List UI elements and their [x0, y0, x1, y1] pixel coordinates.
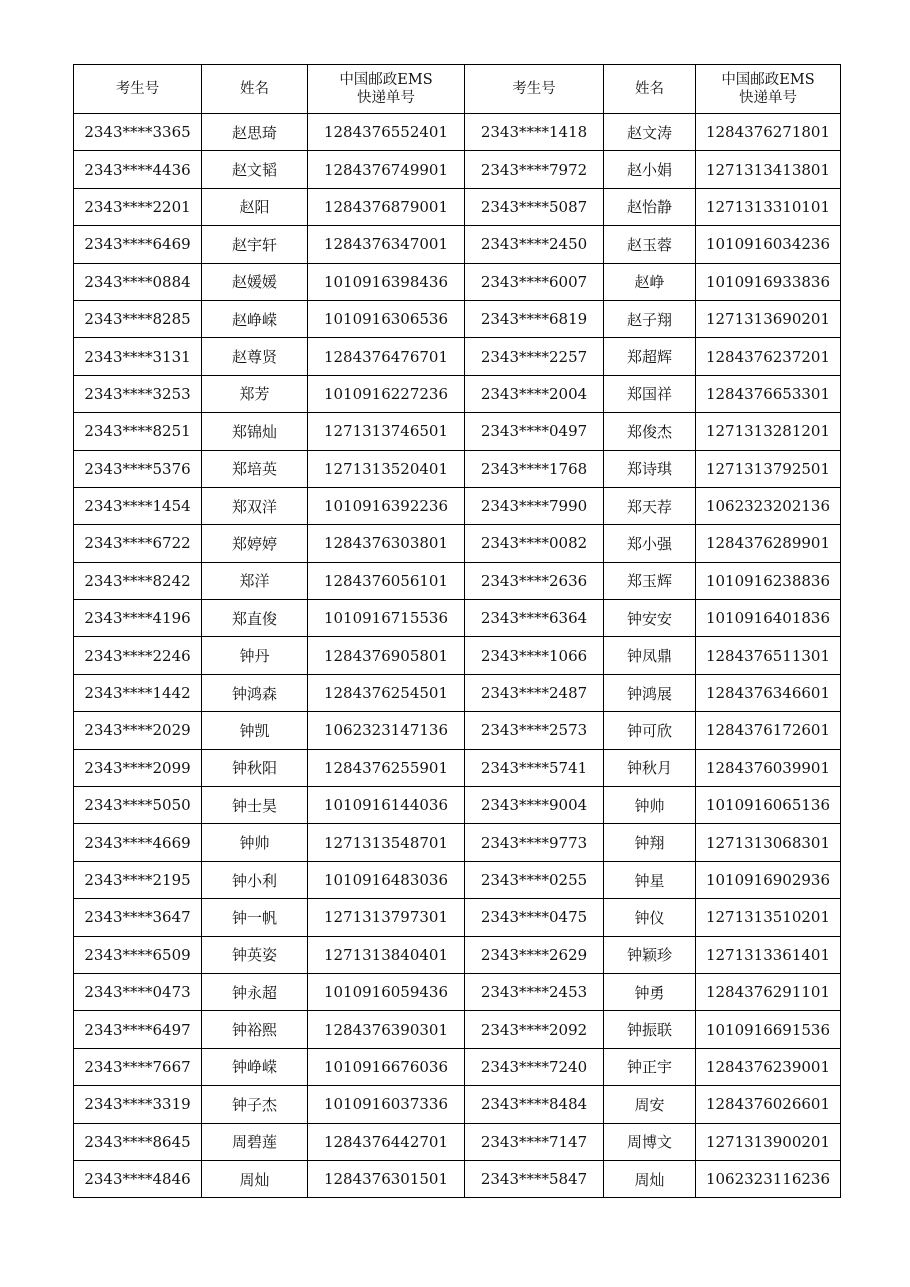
cell-name: 钟丹 [202, 637, 308, 674]
cell-candidate-number-2: 2343****7990 [465, 487, 604, 524]
table-row [74, 1123, 841, 1160]
table-row [74, 188, 841, 225]
cell-name-2: 周博文 [604, 1123, 696, 1160]
cell-name: 郑洋 [202, 562, 308, 599]
cell-ems-tracking-number: 1062323147136 [308, 712, 465, 749]
cell-ems-tracking-number-2: 1284376346601 [696, 674, 841, 711]
cell-name-2: 钟鸿展 [604, 674, 696, 711]
cell-ems-tracking-number-2: 1284376172601 [696, 712, 841, 749]
cell-candidate-number: 2343****8645 [74, 1123, 202, 1160]
cell-name-2: 钟安安 [604, 600, 696, 637]
cell-name-2: 周灿 [604, 1160, 696, 1197]
cell-name-2: 钟帅 [604, 787, 696, 824]
cell-candidate-number-2: 2343****9773 [465, 824, 604, 861]
cell-name-2: 钟可欣 [604, 712, 696, 749]
cell-candidate-number-2: 2343****0082 [465, 525, 604, 562]
cell-name-2: 赵子翔 [604, 300, 696, 337]
table-row [74, 1086, 841, 1123]
cell-name: 钟子杰 [202, 1086, 308, 1123]
header-candidate-number: 考生号 [74, 65, 202, 114]
cell-candidate-number-2: 2343****6364 [465, 600, 604, 637]
cell-name-2: 钟星 [604, 861, 696, 898]
cell-ems-tracking-number: 1284376056101 [308, 562, 465, 599]
cell-candidate-number-2: 2343****5847 [465, 1160, 604, 1197]
cell-candidate-number: 2343****5376 [74, 450, 202, 487]
cell-name: 钟凯 [202, 712, 308, 749]
cell-ems-tracking-number: 1010916227236 [308, 375, 465, 412]
cell-name-2: 钟仪 [604, 899, 696, 936]
cell-candidate-number: 2343****8242 [74, 562, 202, 599]
header-row [74, 65, 841, 114]
cell-ems-tracking-number-2: 1010916902936 [696, 861, 841, 898]
cell-ems-tracking-number-2: 1284376237201 [696, 338, 841, 375]
table-row [74, 525, 841, 562]
cell-candidate-number: 2343****2029 [74, 712, 202, 749]
cell-candidate-number: 2343****0473 [74, 973, 202, 1010]
table-row [74, 824, 841, 861]
cell-ems-tracking-number: 1271313840401 [308, 936, 465, 973]
cell-ems-tracking-number: 1284376347001 [308, 226, 465, 263]
cell-candidate-number-2: 2343****2004 [465, 375, 604, 412]
cell-name-2: 钟颖珍 [604, 936, 696, 973]
cell-name: 钟峥嵘 [202, 1048, 308, 1085]
cell-name-2: 赵峥 [604, 263, 696, 300]
cell-ems-tracking-number-2: 1271313361401 [696, 936, 841, 973]
table-row [74, 375, 841, 412]
cell-candidate-number: 2343****6469 [74, 226, 202, 263]
table-row [74, 899, 841, 936]
cell-candidate-number-2: 2343****5741 [465, 749, 604, 786]
cell-name-2: 钟秋月 [604, 749, 696, 786]
cell-name: 郑培英 [202, 450, 308, 487]
cell-name: 钟小利 [202, 861, 308, 898]
cell-name: 周灿 [202, 1160, 308, 1197]
cell-ems-tracking-number: 1010916392236 [308, 487, 465, 524]
cell-ems-tracking-number: 1284376552401 [308, 114, 465, 151]
table-row [74, 861, 841, 898]
cell-ems-tracking-number-2: 1062323116236 [696, 1160, 841, 1197]
table-body [74, 114, 841, 1198]
cell-candidate-number: 2343****8285 [74, 300, 202, 337]
cell-name-2: 郑俊杰 [604, 413, 696, 450]
cell-ems-tracking-number: 1284376476701 [308, 338, 465, 375]
cell-name: 赵峥嵘 [202, 300, 308, 337]
cell-ems-tracking-number: 1284376303801 [308, 525, 465, 562]
header-ems-line2: 快递单号 [739, 90, 797, 106]
cell-ems-tracking-number-2: 1284376653301 [696, 375, 841, 412]
cell-candidate-number-2: 2343****1768 [465, 450, 604, 487]
cell-ems-tracking-number-2: 1284376271801 [696, 114, 841, 151]
cell-ems-tracking-number: 1284376749901 [308, 151, 465, 188]
cell-name: 钟帅 [202, 824, 308, 861]
cell-name-2: 赵小娟 [604, 151, 696, 188]
cell-ems-tracking-number-2: 1271313413801 [696, 151, 841, 188]
cell-ems-tracking-number: 1010916483036 [308, 861, 465, 898]
table-row [74, 973, 841, 1010]
cell-name-2: 赵文涛 [604, 114, 696, 151]
cell-name: 钟一帆 [202, 899, 308, 936]
cell-ems-tracking-number-2: 1271313281201 [696, 413, 841, 450]
table-row [74, 674, 841, 711]
cell-candidate-number-2: 2343****0255 [465, 861, 604, 898]
express-tracking-table [73, 64, 841, 1198]
cell-candidate-number: 2343****4846 [74, 1160, 202, 1197]
table-row [74, 151, 841, 188]
cell-name: 郑芳 [202, 375, 308, 412]
cell-candidate-number-2: 2343****2487 [465, 674, 604, 711]
cell-ems-tracking-number: 1271313520401 [308, 450, 465, 487]
cell-candidate-number-2: 2343****2629 [465, 936, 604, 973]
cell-ems-tracking-number-2: 1010916691536 [696, 1011, 841, 1048]
cell-candidate-number-2: 2343****7240 [465, 1048, 604, 1085]
cell-candidate-number-2: 2343****7147 [465, 1123, 604, 1160]
cell-ems-tracking-number-2: 1010916401836 [696, 600, 841, 637]
cell-ems-tracking-number-2: 1284376039901 [696, 749, 841, 786]
cell-name: 郑直俊 [202, 600, 308, 637]
cell-name: 周碧莲 [202, 1123, 308, 1160]
table-row [74, 1048, 841, 1085]
cell-ems-tracking-number: 1284376254501 [308, 674, 465, 711]
cell-name: 郑婷婷 [202, 525, 308, 562]
cell-ems-tracking-number: 1284376301501 [308, 1160, 465, 1197]
cell-candidate-number: 2343****8251 [74, 413, 202, 450]
cell-candidate-number: 2343****4669 [74, 824, 202, 861]
cell-ems-tracking-number: 1284376442701 [308, 1123, 465, 1160]
cell-candidate-number: 2343****6722 [74, 525, 202, 562]
table-row [74, 487, 841, 524]
table-row [74, 936, 841, 973]
cell-candidate-number-2: 2343****1418 [465, 114, 604, 151]
header-name-2: 姓名 [604, 65, 696, 114]
table-row [74, 1160, 841, 1197]
cell-name: 赵阳 [202, 188, 308, 225]
cell-ems-tracking-number: 1010916144036 [308, 787, 465, 824]
cell-ems-tracking-number: 1010916059436 [308, 973, 465, 1010]
table-row [74, 600, 841, 637]
cell-ems-tracking-number-2: 1284376026601 [696, 1086, 841, 1123]
cell-name: 郑锦灿 [202, 413, 308, 450]
cell-ems-tracking-number: 1010916306536 [308, 300, 465, 337]
table-row [74, 300, 841, 337]
cell-name-2: 郑诗琪 [604, 450, 696, 487]
cell-ems-tracking-number-2: 1271313068301 [696, 824, 841, 861]
cell-name-2: 郑天荐 [604, 487, 696, 524]
cell-candidate-number-2: 2343****6819 [465, 300, 604, 337]
cell-ems-tracking-number: 1284376390301 [308, 1011, 465, 1048]
cell-ems-tracking-number-2: 1284376511301 [696, 637, 841, 674]
cell-candidate-number-2: 2343****2453 [465, 973, 604, 1010]
cell-candidate-number-2: 2343****0475 [465, 899, 604, 936]
cell-candidate-number-2: 2343****2636 [465, 562, 604, 599]
cell-candidate-number-2: 2343****2092 [465, 1011, 604, 1048]
cell-candidate-number: 2343****2201 [74, 188, 202, 225]
cell-ems-tracking-number: 1284376905801 [308, 637, 465, 674]
cell-name: 赵思琦 [202, 114, 308, 151]
cell-candidate-number-2: 2343****0497 [465, 413, 604, 450]
table-row [74, 450, 841, 487]
cell-candidate-number: 2343****4436 [74, 151, 202, 188]
header-candidate-number-2: 考生号 [465, 65, 604, 114]
table-row [74, 413, 841, 450]
cell-ems-tracking-number-2: 1271313900201 [696, 1123, 841, 1160]
cell-candidate-number: 2343****6497 [74, 1011, 202, 1048]
cell-ems-tracking-number-2: 1271313510201 [696, 899, 841, 936]
cell-ems-tracking-number-2: 1271313690201 [696, 300, 841, 337]
cell-name: 赵宇轩 [202, 226, 308, 263]
cell-name-2: 郑超辉 [604, 338, 696, 375]
cell-name-2: 钟翔 [604, 824, 696, 861]
cell-candidate-number: 2343****5050 [74, 787, 202, 824]
cell-name: 钟士昊 [202, 787, 308, 824]
cell-name: 郑双洋 [202, 487, 308, 524]
cell-candidate-number-2: 2343****1066 [465, 637, 604, 674]
cell-ems-tracking-number-2: 1010916065136 [696, 787, 841, 824]
cell-name: 钟鸿森 [202, 674, 308, 711]
cell-candidate-number: 2343****1454 [74, 487, 202, 524]
cell-ems-tracking-number: 1271313746501 [308, 413, 465, 450]
table-row [74, 787, 841, 824]
cell-name-2: 周安 [604, 1086, 696, 1123]
cell-ems-tracking-number: 1271313797301 [308, 899, 465, 936]
cell-name-2: 郑小强 [604, 525, 696, 562]
cell-name: 赵媛媛 [202, 263, 308, 300]
table-row [74, 562, 841, 599]
cell-ems-tracking-number: 1284376255901 [308, 749, 465, 786]
cell-ems-tracking-number-2: 1271313310101 [696, 188, 841, 225]
cell-name-2: 钟振联 [604, 1011, 696, 1048]
cell-candidate-number: 2343****3365 [74, 114, 202, 151]
table-row [74, 749, 841, 786]
cell-candidate-number: 2343****2099 [74, 749, 202, 786]
cell-candidate-number-2: 2343****5087 [465, 188, 604, 225]
cell-candidate-number: 2343****2246 [74, 637, 202, 674]
cell-candidate-number: 2343****3253 [74, 375, 202, 412]
cell-candidate-number-2: 2343****2450 [465, 226, 604, 263]
cell-name-2: 钟正宇 [604, 1048, 696, 1085]
cell-ems-tracking-number: 1271313548701 [308, 824, 465, 861]
header-ems-tracking-number-2 [696, 65, 841, 114]
cell-candidate-number: 2343****0884 [74, 263, 202, 300]
cell-ems-tracking-number: 1010916715536 [308, 600, 465, 637]
cell-candidate-number-2: 2343****7972 [465, 151, 604, 188]
cell-candidate-number-2: 2343****9004 [465, 787, 604, 824]
cell-candidate-number: 2343****3319 [74, 1086, 202, 1123]
table-row [74, 338, 841, 375]
cell-ems-tracking-number-2: 1010916933836 [696, 263, 841, 300]
cell-name-2: 钟凤鼎 [604, 637, 696, 674]
cell-ems-tracking-number-2: 1062323202136 [696, 487, 841, 524]
cell-ems-tracking-number-2: 1271313792501 [696, 450, 841, 487]
cell-ems-tracking-number-2: 1284376239001 [696, 1048, 841, 1085]
table-row [74, 637, 841, 674]
cell-ems-tracking-number-2: 1010916034236 [696, 226, 841, 263]
header-name: 姓名 [202, 65, 308, 114]
cell-name: 钟永超 [202, 973, 308, 1010]
cell-candidate-number: 2343****6509 [74, 936, 202, 973]
cell-candidate-number: 2343****3647 [74, 899, 202, 936]
cell-candidate-number-2: 2343****2257 [465, 338, 604, 375]
cell-name: 钟裕熙 [202, 1011, 308, 1048]
header-ems-line1: 中国邮政EMS [721, 72, 815, 88]
cell-ems-tracking-number-2: 1284376291101 [696, 973, 841, 1010]
cell-candidate-number: 2343****2195 [74, 861, 202, 898]
cell-ems-tracking-number-2: 1010916238836 [696, 562, 841, 599]
cell-ems-tracking-number: 1010916037336 [308, 1086, 465, 1123]
cell-name: 钟英姿 [202, 936, 308, 973]
cell-name: 钟秋阳 [202, 749, 308, 786]
cell-ems-tracking-number-2: 1284376289901 [696, 525, 841, 562]
table-row [74, 712, 841, 749]
header-ems-line1: 中国邮政EMS [339, 72, 433, 88]
cell-ems-tracking-number: 1010916676036 [308, 1048, 465, 1085]
table-row [74, 114, 841, 151]
cell-candidate-number-2: 2343****2573 [465, 712, 604, 749]
cell-candidate-number: 2343****4196 [74, 600, 202, 637]
cell-ems-tracking-number: 1284376879001 [308, 188, 465, 225]
cell-name-2: 郑玉辉 [604, 562, 696, 599]
cell-name-2: 郑国祥 [604, 375, 696, 412]
cell-candidate-number: 2343****7667 [74, 1048, 202, 1085]
cell-name: 赵尊贤 [202, 338, 308, 375]
cell-candidate-number-2: 2343****6007 [465, 263, 604, 300]
cell-candidate-number: 2343****3131 [74, 338, 202, 375]
table-row [74, 263, 841, 300]
header-ems-line2: 快递单号 [357, 90, 415, 106]
cell-ems-tracking-number: 1010916398436 [308, 263, 465, 300]
cell-name-2: 赵玉蓉 [604, 226, 696, 263]
cell-name: 赵文韬 [202, 151, 308, 188]
header-ems-tracking-number [308, 65, 465, 114]
cell-candidate-number: 2343****1442 [74, 674, 202, 711]
table-row [74, 226, 841, 263]
table-row [74, 1011, 841, 1048]
cell-candidate-number-2: 2343****8484 [465, 1086, 604, 1123]
cell-name-2: 钟勇 [604, 973, 696, 1010]
cell-name-2: 赵怡静 [604, 188, 696, 225]
